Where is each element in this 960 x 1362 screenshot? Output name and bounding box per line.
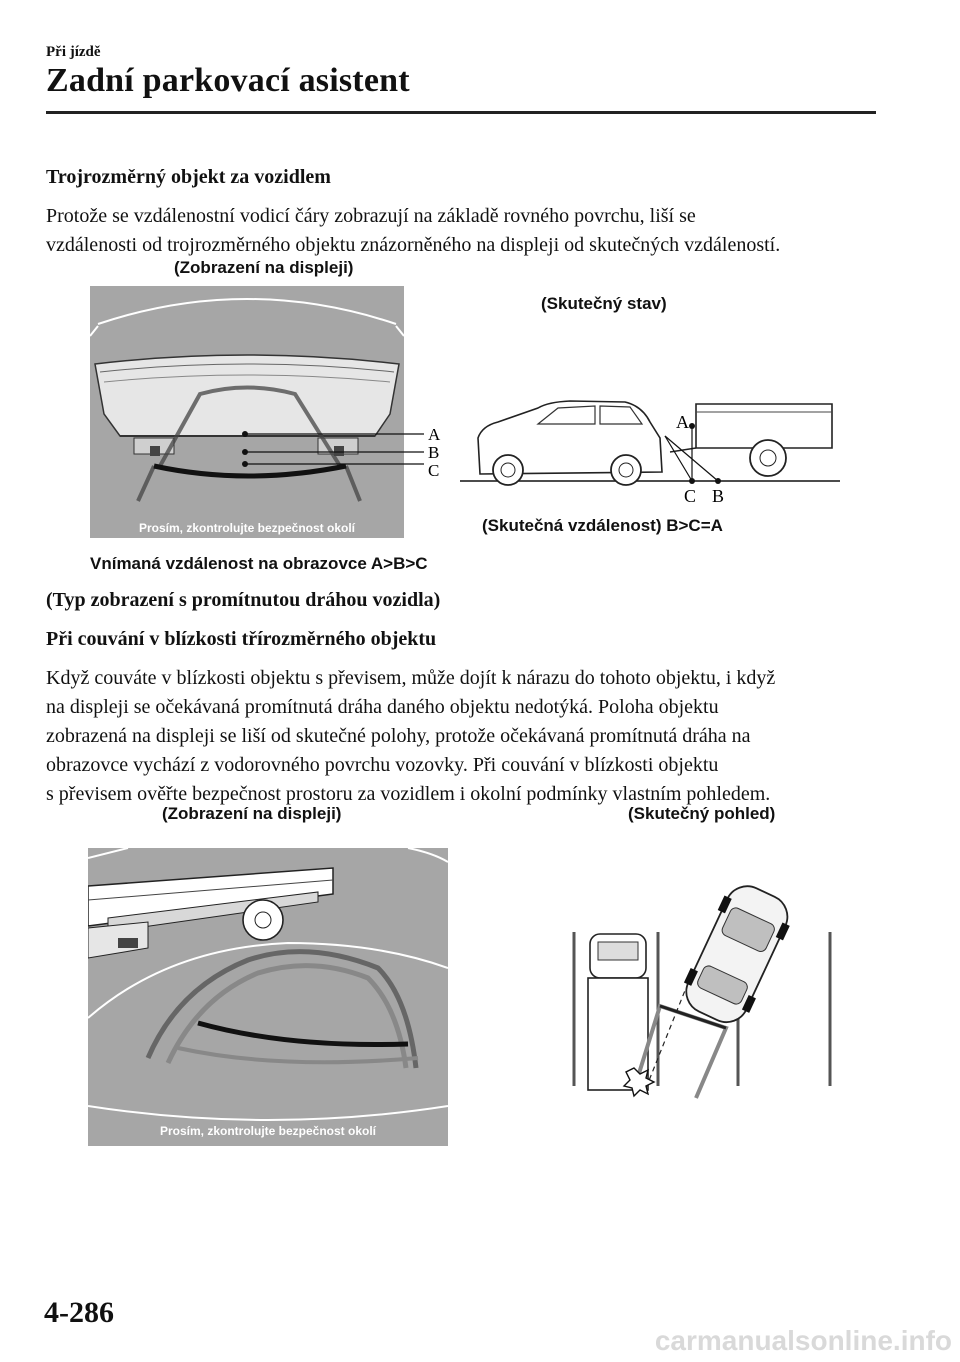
trailer-side-view [670,404,832,476]
figure1-display-caption: (Zobrazení na displeji) [174,258,354,277]
section-heading-3d-object: Trojrozměrný objekt za vozidlem [46,166,331,188]
paragraph-3d-object [46,202,876,260]
paragraph-line: Protože se vzdálenostní vodicí čáry zobrazují na základě rovného povrchu, liší se [46,205,696,227]
parked-truck-top-view [588,934,648,1090]
figure2-real-caption: (Skutečný pohled) [628,804,776,823]
page-number: 4-286 [44,1296,114,1329]
paragraph-line: na displeji se očekávaná promítnutá dráha daného objektu nedotýká. Poloha objektu [46,696,719,718]
collision-icon [624,1068,654,1096]
camera-screen-figure-2 [88,848,448,1146]
perceived-distance-caption: Vnímaná vzdálenost na obrazovce A>B>C [90,554,428,573]
real-label-b: B [712,486,725,506]
camera-screen-figure-1 [90,286,446,538]
paragraph-line: Když couváte v blízkosti objektu s převisem, může dojít k nárazu do tohoto objektu, i když [46,667,776,689]
real-situation-figure-1 [460,386,840,508]
screen-warning-banner: Prosím, zkontrolujte bezpečnost okolí [138,521,356,535]
paragraph-line: obrazovce vychází z vodorovného povrchu vozovky. Při couvání v blízkosti objektu [46,754,719,776]
paragraph-line: zobrazená na displeji se liší od skutečné polohy, protože očekávaná promítnutá dráha na [46,725,751,747]
page-title: Zadní parkovací asistent [46,62,410,99]
figure1-real-caption: (Skutečný stav) [541,294,667,313]
screen-warning-banner: Prosím, zkontrolujte bezpečnost okolí [159,1124,377,1138]
title-divider [46,111,876,114]
figure1-type-note: (Typ zobrazení s promítnutou dráhou vozidla) [46,589,441,611]
breadcrumb: Při jízdě [46,44,101,60]
figure2-display-caption: (Zobrazení na displeji) [162,804,342,823]
screen-label-a: A [428,425,441,444]
real-distance-caption: (Skutečná vzdálenost) B>C=A [482,516,723,535]
paragraph-reversing [46,664,876,809]
watermark: carmanualsonline.info [654,1325,952,1356]
real-label-c: C [684,486,697,506]
section-heading-reversing: Při couvání v blízkosti třírozměrného objektu [46,628,437,650]
paragraph-line: vzdálenosti od trojrozměrného objektu znázorněného na displeji od skutečných vzdáleností. [46,234,781,256]
paragraph-line: s převisem ověřte bezpečnost prostoru za vozidlem i okolní podmínky vlastním pohledem. [46,783,771,805]
screen-label-c: C [428,461,440,480]
real-label-a: A [676,412,689,432]
screen-label-b: B [428,443,440,462]
suv-side-view [478,401,662,485]
reversing-car-top-view [675,878,798,1031]
real-view-figure-2 [566,878,842,1110]
